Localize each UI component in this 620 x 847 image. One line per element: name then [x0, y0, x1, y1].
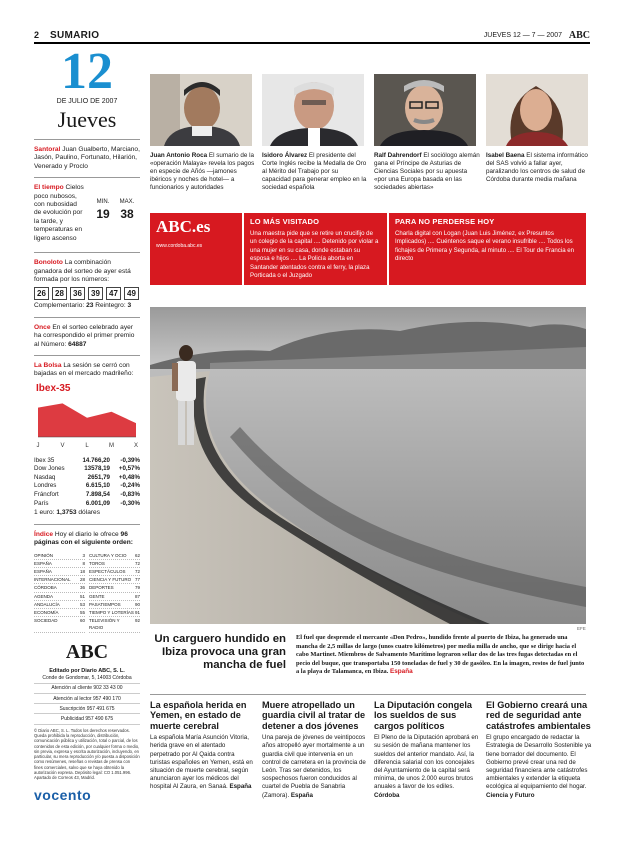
header-date: JUEVES 12 — 7 — 2007 [483, 32, 562, 39]
page-number: 2 [34, 30, 40, 40]
index-row [34, 473, 140, 482]
masthead-row: Atención al cliente 902 33 43 00 [34, 684, 140, 694]
month-line: DE JULIO DE 2007 [56, 98, 118, 105]
bonoloto-number: 39 [88, 287, 103, 300]
toc-entry[interactable]: PASATIEMPOS 90 [89, 601, 140, 609]
portrait-text: El sociólogo alemán gana el Príncipe de Asturias de Ciencias Sociales por su apuesta «por una Europa basada en las sociedades abiertas» [374, 152, 480, 191]
abc-es-url[interactable]: www.cordoba.abc.es [156, 243, 203, 249]
toc-entry[interactable]: CULTURA Y OCIO 62 [89, 552, 140, 560]
index-change: -0,39% [120, 456, 140, 464]
index-change: +0,57% [118, 465, 140, 473]
index-row [34, 464, 140, 473]
weather-max: MAX. 38 [114, 198, 140, 218]
masthead-row: Publicidad 957 490 675 [34, 714, 140, 724]
bonoloto-number: 36 [70, 287, 85, 300]
story-2 [262, 700, 368, 800]
index-row [34, 490, 140, 499]
index-change: -0,24% [120, 482, 140, 490]
euro-rate: 1 euro: 1,3753 dólares [34, 509, 101, 517]
toc-entry[interactable]: ESPAÑA 8 [34, 560, 85, 568]
toc-entry[interactable]: ANDALUCÍA 53 [34, 601, 85, 609]
dont-miss-title: PARA NO PERDERSE HOY [395, 217, 495, 226]
weekday: Jueves [57, 107, 117, 132]
table-of-contents [34, 552, 140, 633]
indice-block: Índice Hoy el diario le ofrece 96 páginas con el siguiente orden: [34, 530, 133, 547]
main-story-text: El fuel que desprende el mercante «Don Pedro», hundido frente al puerto de Ibiza, ha generado una mancha de 2,5 millas de largo (unos cuatro kilómetros) por media milla de ancho, que se dirige hacia el cabo Martinet. Miembros de Salvamento Marítimo lograron sellar dos de las tres fugas detectadas en el pecio del buque, que transportaba 150 toneladas de fuel y 30 de gasóleo. En la imagen, restos de fuel junto a la playa de Talamanca, en Ibiza. España [296, 634, 585, 676]
toc-entry[interactable]: ECONOMÍA 55 [34, 609, 85, 617]
dont-miss-text: Charla digital con Logan (Juan Luis Jiménez, ex Presuntos Implicados) .... Cuéntenos saque el verano insufrible .... Todos los fichajes de Primera y Segunda, al minuto .... El Tour de Francia en directo [395, 230, 575, 263]
index-row [34, 482, 140, 491]
story-3 [374, 700, 480, 800]
portrait-name: Isidoro Álvarez [262, 152, 308, 159]
santoral-block [34, 146, 140, 171]
bonoloto-number: 47 [106, 287, 121, 300]
vocento-logo: vocento [34, 786, 92, 803]
day-number: 12 [61, 43, 113, 100]
story-1 [150, 700, 256, 792]
left-column [34, 43, 140, 803]
story-source: España [290, 791, 313, 799]
masthead-publisher: Editado por Diario ABC, S. L. [49, 667, 125, 674]
index-change: -0,83% [120, 491, 140, 499]
story-text: El grupo encargado de redactar la Estrategia de Desarrollo Sostenible ya tiene borrador del documento. El Gobierno prevé crear una red de seguridad financiera ante catástrofes ambientales y extender la etiqueta ecológica al equipamiento del hogar. [486, 734, 592, 791]
story-headline: Muere atropellado un guardia civil al tratar de detener a dos jóvenes [262, 700, 366, 731]
index-value: 13578,19 [84, 465, 110, 473]
portrait-photo-1 [150, 74, 252, 146]
bonoloto-reintegro: 3 [127, 302, 132, 310]
toc-entry[interactable]: TIEMPO Y LOTERÍAS 91 [89, 609, 140, 617]
bonoloto-text: La combinación ganadora del sorteo de ayer está formada por los números: [34, 259, 131, 284]
story-headline: El Gobierno creará una red de seguridad ante catástrofes ambientales [486, 700, 591, 731]
legal-text: © Diario ABC, S. L. Todos los derechos reservados. Queda prohibida la reproducción, distribución, comunicación pública y utilización, total o parcial, de los contenidos de esta edición, por cualquier forma o medio, sin previa, expresa y escrita autorización, incluyendo, en particular, su mera reproducción y/o puesta a disposición como resúmenes, reseñas o revistas de prensa con fines comerciales, salvo que se haya obtenido la autorización expresa. Depósito legal: CO 1.051.996. Apartado de Correos 43, Madrid. [34, 727, 140, 781]
portrait-name: Isabel Baena [486, 152, 525, 159]
weather-title: El tiempo [34, 184, 64, 192]
story-text: El Pleno de la Diputación aprobará en su sesión de mañana mantener los sueldos del anterior mandato. Así, la diferencia salarial con los concejales del Ayuntamiento de la capital será mínima, de unos 2.000 euros brutos anuales a favor de los ediles. [374, 734, 479, 791]
once-block [34, 324, 140, 349]
index-value: 14.766,20 [82, 456, 110, 464]
toc-entry[interactable]: INTERNACIONAL 28 [34, 576, 85, 584]
toc-entry[interactable]: ESPAÑA 18 [34, 568, 85, 576]
indice-count: 96 [120, 530, 128, 538]
header-logo: ABC [568, 30, 590, 41]
main-headline: Un carguero hundido en Ibiza provoca una gran mancha de fuel [154, 633, 286, 671]
story-source: Ciencia y Futuro [486, 791, 535, 799]
index-name: París [34, 499, 49, 507]
story-source: España [229, 783, 252, 791]
most-visited-box [244, 213, 387, 285]
weather-text: Cielos poco nubosos, con nubosidad de evolución por la tarde, y temperaturas en ligero ascenso [34, 184, 84, 242]
page-header [34, 30, 590, 44]
once-text: En el sorteo celebrado ayer ha correspondido el primer premio al Número: [34, 323, 135, 348]
chart-tick-label: J [36, 442, 40, 449]
weather-min-value: 19 [96, 206, 110, 221]
chart-tick-label: M [109, 442, 114, 449]
portrait-photo-3 [374, 74, 476, 146]
bonoloto-number: 28 [52, 287, 67, 300]
index-name: Dow Jones [34, 465, 65, 473]
santoral-title: Santoral [34, 146, 61, 153]
bonoloto-number: 26 [34, 287, 49, 300]
bonoloto-numbers [34, 287, 140, 300]
bolsa-text: La sesión se cerró con bajadas en el mercado madrileño: [34, 362, 134, 378]
index-name: Ibex 35 [34, 456, 55, 464]
portrait-text: El sistema informático del SAS volvió a fallar ayer, paralizando los centros de salud de Córdoba durante media mañana [486, 152, 588, 183]
portrait-name: Ralf Dahrendorf [374, 152, 422, 159]
masthead-logo: ABC [65, 640, 109, 663]
toc-entry[interactable]: GENTE 87 [89, 593, 140, 601]
toc-entry[interactable]: TELEVISIÓN Y RADIO 92 [89, 617, 140, 632]
toc-entry[interactable]: TOROS 72 [89, 560, 140, 568]
masthead-row: Atención al lector 957 490 170 [34, 694, 140, 704]
chart-tick-label: X [133, 442, 139, 449]
bolsa-block [34, 362, 140, 379]
photo-credit: EFE [577, 626, 586, 631]
main-story-source: España [389, 668, 413, 676]
most-visited-text: Una maestra pide que se retire un crucifijo de un colegio de la capital .... Detenido por violar a una mujer en su casa, donde estaban su esposa e hijos .... La Policía aborta en Santander atentados contra el ferry, la plaza Porticada o el Juzgado [250, 230, 379, 280]
bonoloto-block: Bonoloto La combinación ganadora del sorteo de ayer está formada por los números: 26 28 36 39 47 49 Complementario: 23 Reintegro: 3 [34, 259, 140, 311]
toc-entry[interactable]: ESPECTÁCULOS 72 [89, 568, 140, 576]
story-4 [486, 700, 592, 800]
index-table [34, 456, 140, 508]
bolsa-title: La Bolsa [34, 362, 62, 370]
portrait-photo-4 [486, 74, 588, 146]
toc-entry[interactable]: SOCIEDAD 60 [34, 617, 85, 632]
portrait-caption-1 [150, 152, 256, 192]
toc-entry[interactable]: CÓRDOBA 36 [34, 584, 85, 592]
toc-entry[interactable]: OPINIÓN 3 [34, 552, 85, 560]
portrait-caption-4 [486, 152, 592, 184]
toc-entry[interactable]: AGENDA 51 [34, 593, 85, 601]
index-row [34, 499, 140, 508]
chart-tick-label: V [60, 442, 65, 449]
bonoloto-number: 49 [124, 287, 139, 300]
story-text: Una pareja de jóvenes de veintipocos años atropelló ayer mortalmente a un guardia civil que intervenía en un control de carretera en la provincia de León. Tras ser detenidos, los sospechosos fueron conducidos al cuartel de Puebla de Sanabria (Zamora). [262, 734, 366, 799]
portrait-photo-2 [262, 74, 364, 146]
once-title: Once [34, 323, 51, 331]
abc-es-logo: ABC.es [156, 217, 211, 236]
index-change: +0,48% [118, 473, 140, 481]
story-headline: La española herida en Yemen, en estado de muerte cerebral [150, 700, 247, 731]
index-change: -0,30% [120, 499, 140, 507]
masthead [34, 641, 140, 725]
dont-miss-box [389, 213, 586, 285]
indice-title: Índice [34, 530, 54, 538]
masthead-row: Conde de Gondomar, 5, 14003 Córdoba [34, 674, 140, 684]
toc-entry[interactable]: DEPORTES 79 [89, 584, 140, 592]
once-number: 64887 [68, 340, 87, 348]
portrait-text: El sumario de la «operación Malaya» revela los pagos en especie de Añós —jamones ibéricos y noches de hotel— a funcionarios y autoridades [150, 152, 255, 191]
weather-min: MIN. 19 [90, 198, 116, 218]
weather-max-value: 38 [120, 206, 134, 221]
index-value: 2651,79 [87, 473, 110, 481]
index-row [34, 456, 140, 465]
abc-es-box[interactable] [150, 213, 242, 285]
most-visited-title: LO MÁS VISITADO [250, 217, 320, 226]
portrait-name: Juan Antonio Roca [150, 152, 208, 159]
index-value: 6.615,10 [85, 482, 110, 490]
ibex-chart [34, 381, 140, 453]
santoral-text: Juan Gualberto, Marciano, Jasón, Paulino, Fortunato, Hilarión, Venerado y Proclo [34, 146, 140, 170]
index-value: 7.898,54 [85, 491, 110, 499]
chart-tick-label: L [85, 442, 89, 449]
section-title: SUMARIO [50, 30, 100, 41]
weather-block [34, 184, 140, 246]
chart-title: Ibex-35 [36, 382, 71, 394]
masthead-row: Suscripción 957 491 675 [34, 704, 140, 714]
bonoloto-title: Bonoloto [34, 259, 63, 267]
index-name: Nasdaq [34, 473, 56, 481]
story-text: La española María Asunción Vitoria, herida grave en el atentado perpetrado por Al Qaida contra turistas españoles en Yemen, está en situación de muerte cerebral, según anunciaron ayer los médicos del hospital Al Zaura, en Sanaá. [150, 734, 253, 791]
toc-entry[interactable]: CIENCIA Y FUTURO 77 [89, 576, 140, 584]
portrait-caption-3 [374, 152, 480, 192]
chart-area-series [38, 403, 136, 437]
index-value: 6.001,09 [85, 499, 110, 507]
story-source: Córdoba [374, 791, 400, 799]
story-headline: La Diputación congela los sueldos de sus cargos políticos [374, 700, 473, 731]
portrait-text: El presidente del Corte Inglés recibe la Medalla de Oro al Mérito del Trabajo por su capacidad para generar empleo en la sociedad española [262, 152, 367, 191]
main-photo [150, 307, 586, 624]
index-name: Fráncfort [34, 491, 59, 499]
index-name: Londres [34, 482, 57, 490]
bonoloto-complementary: 23 [86, 302, 94, 310]
portrait-caption-2 [262, 152, 368, 192]
